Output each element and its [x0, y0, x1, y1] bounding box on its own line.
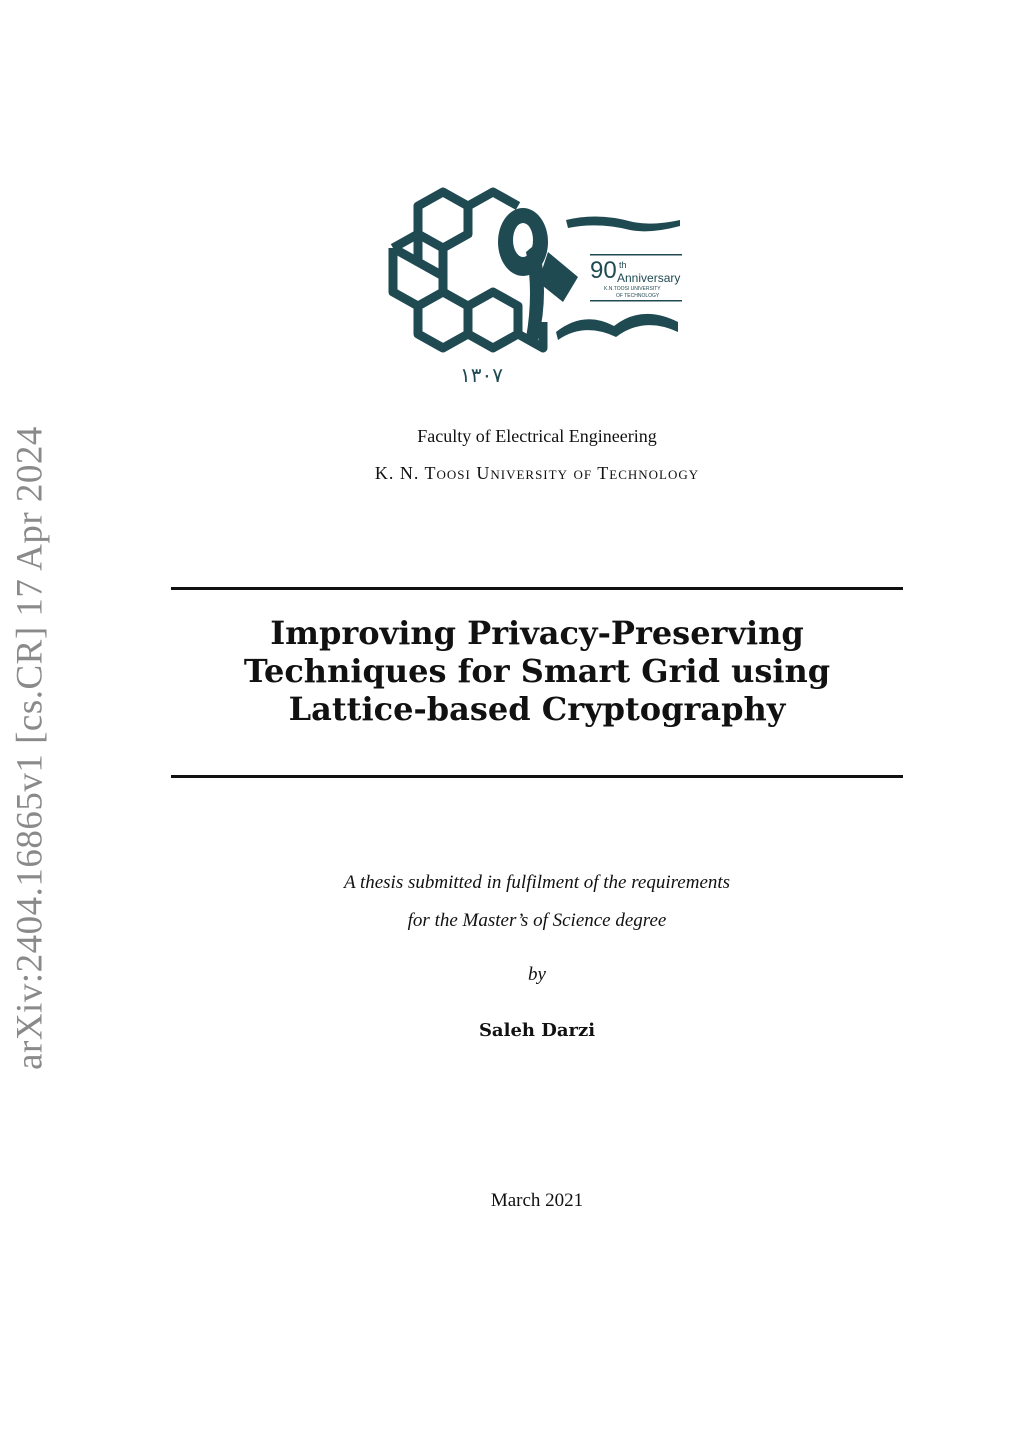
logo-year: ۱۳۰۷ — [460, 363, 503, 387]
logo-suffix: th — [619, 260, 627, 270]
thesis-title: Improving Privacy-Preserving Techniques for Smart Grid using Lattice-based Cryptography — [243, 614, 831, 728]
university-logo — [388, 182, 688, 392]
logo-line2: OF TECHNOLOGY — [616, 293, 660, 299]
faculty-name: Faculty of Electrical Engineering — [417, 426, 657, 446]
logo-line1: K.N.TOOSI UNIVERSITY — [604, 286, 661, 292]
title-rule-top — [171, 587, 903, 590]
logo-word: Anniversary — [617, 271, 681, 285]
logo-graphic — [388, 182, 688, 392]
by-label: by — [528, 964, 546, 985]
author-name: Saleh Darzi — [478, 1020, 596, 1041]
submission-date: March 2021 — [490, 1190, 584, 1211]
university-name: K. N. Toosi University of Technology — [374, 463, 700, 483]
arxiv-stamp: arXiv:2404.16865v1 [cs.CR] 17 Apr 2024 — [9, 426, 51, 1070]
title-rule-bottom — [171, 775, 903, 778]
logo-digits: 90 — [590, 257, 617, 284]
submission-line-1: A thesis submitted in fulfilment of the requirements — [343, 872, 731, 893]
submission-line-2: for the Master’s of Science degree — [407, 910, 667, 931]
